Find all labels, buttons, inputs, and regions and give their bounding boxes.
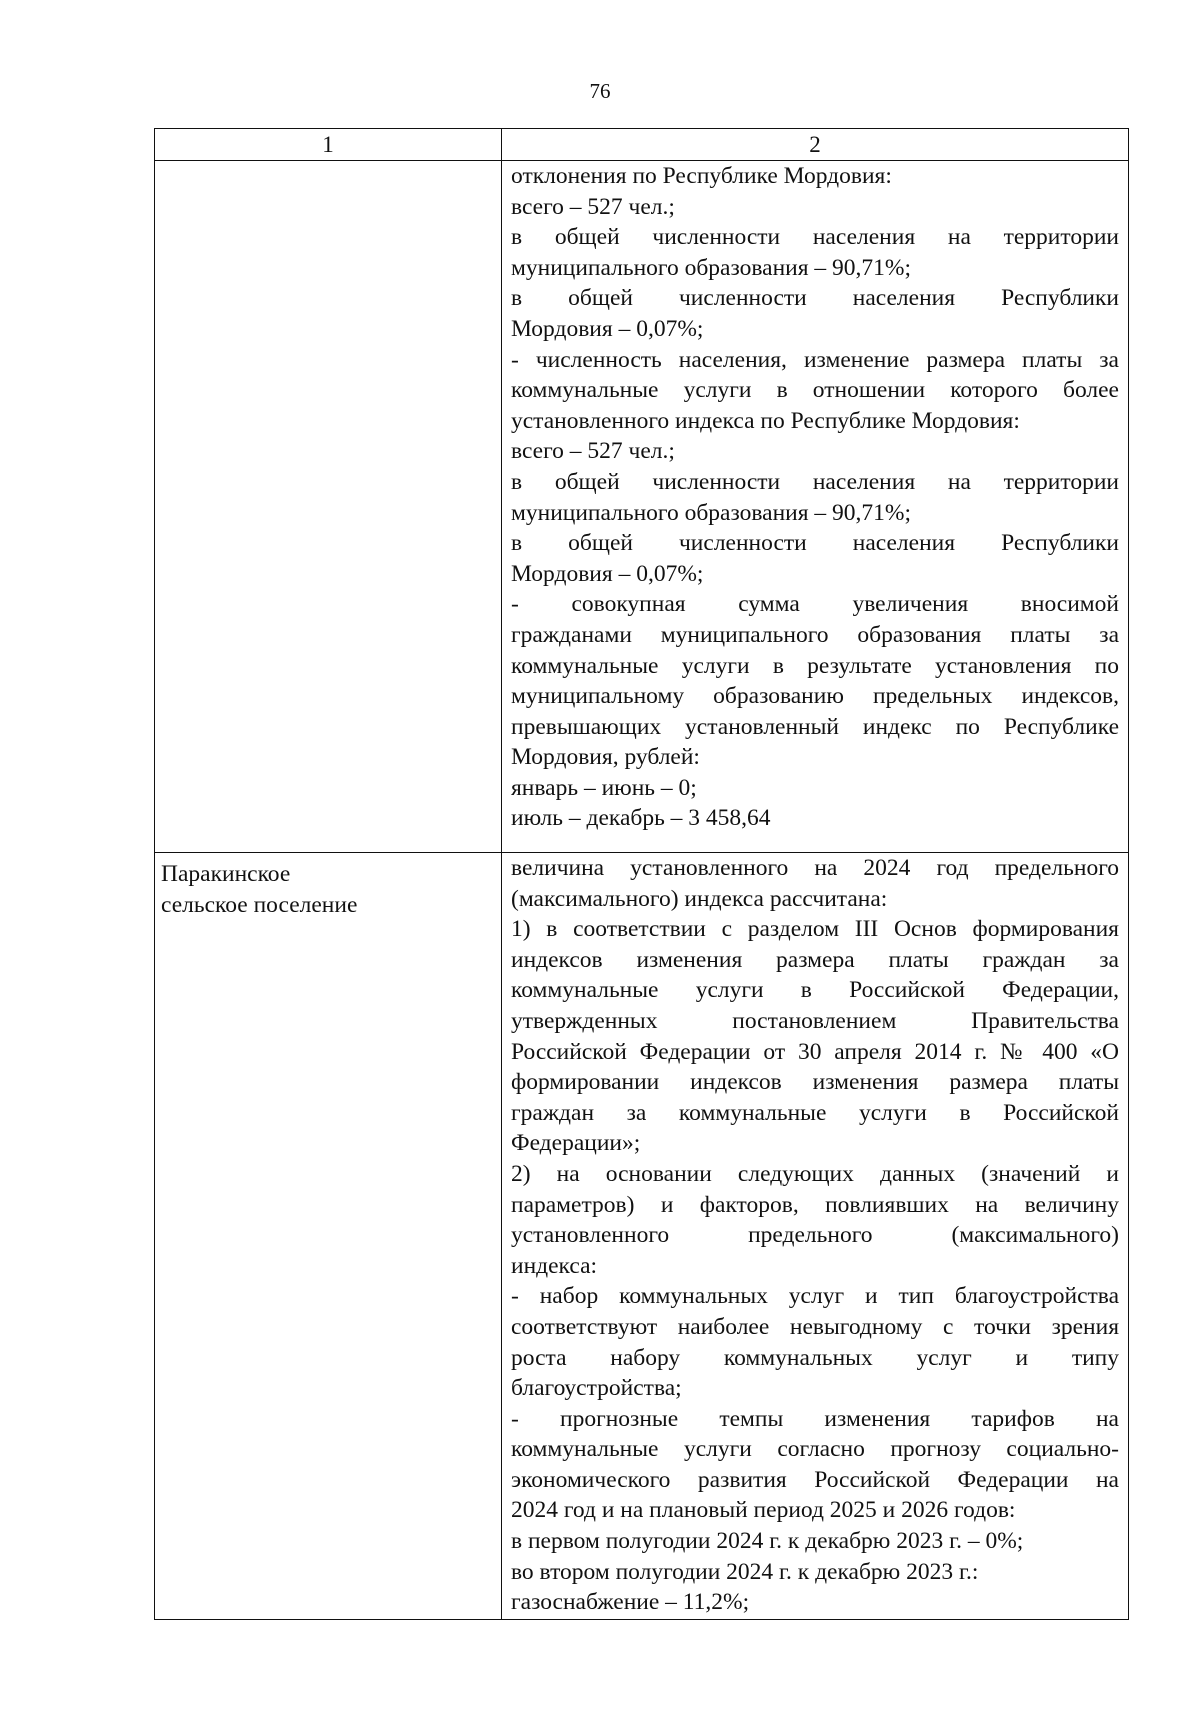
description-text-line: формировании индексов изменения размера платы bbox=[511, 1069, 1119, 1096]
table-row bbox=[155, 853, 1129, 1620]
description-text-line: январь – июнь – 0; bbox=[511, 774, 697, 801]
description-text-line: соответствуют наиболее невыгодному с точки зрения bbox=[511, 1313, 1119, 1340]
description-text-line: (максимального) индекса рассчитана: bbox=[511, 885, 888, 912]
description-text-line: муниципальному образованию предельных индексов, bbox=[511, 683, 1119, 710]
description-text-line: установленного предельного (максимального) bbox=[511, 1222, 1119, 1249]
description-text-line: 2) на основании следующих данных (значений и bbox=[511, 1160, 1119, 1187]
description-text-line: роста набору коммунальных услуг и типу bbox=[511, 1344, 1119, 1371]
row-1-municipality-cell bbox=[155, 161, 502, 853]
data-table bbox=[154, 128, 1129, 1620]
description-text-line: Мордовия – 0,07%; bbox=[511, 315, 704, 342]
description-text-line: в общей численности населения на территории bbox=[511, 468, 1119, 495]
column-header-1: 1 bbox=[155, 129, 502, 161]
description-text-line: муниципального образования – 90,71%; bbox=[511, 499, 912, 526]
description-text-line: всего – 527 чел.; bbox=[511, 438, 675, 465]
description-text-line: утвержденных постановлением Правительства bbox=[511, 1007, 1119, 1034]
description-text-line: всего – 527 чел.; bbox=[511, 193, 675, 220]
description-text-line: во втором полугодии 2024 г. к декабрю 2023 г.: bbox=[511, 1558, 979, 1585]
description-text-line: 2024 год и на плановый период 2025 и 2026 годов: bbox=[511, 1497, 1016, 1524]
description-text-line: параметров) и факторов, повлиявших на величину bbox=[511, 1191, 1119, 1218]
page-number: 76 bbox=[589, 79, 611, 103]
description-text-line: 1) в соответствии с разделом III Основ формирования bbox=[511, 916, 1119, 943]
description-text-line: величина установленного на 2024 год предельного bbox=[511, 855, 1119, 881]
description-text-line: граждан за коммунальные услуги в Российской bbox=[511, 1099, 1119, 1126]
municipality-name-line: Паракинское bbox=[161, 861, 291, 887]
description-text-line: июль – декабрь – 3 458,64 bbox=[511, 805, 771, 832]
row-1-description-cell bbox=[502, 161, 1129, 853]
description-text-line: в первом полугодии 2024 г. к декабрю 2023 г. – 0%; bbox=[511, 1528, 1024, 1555]
description-text-line: коммунальные услуги в отношении которого более bbox=[511, 377, 1119, 404]
description-text-line: индекса: bbox=[511, 1252, 598, 1279]
description-text-line: Мордовия, рублей: bbox=[511, 744, 700, 771]
description-text-line: в общей численности населения Республики bbox=[511, 285, 1119, 312]
table-row bbox=[155, 161, 1129, 853]
description-text-line: газоснабжение – 11,2%; bbox=[511, 1589, 750, 1616]
table-header-row bbox=[155, 129, 1129, 161]
description-text-line: коммунальные услуги в Российской Федерации, bbox=[511, 977, 1119, 1004]
description-text-line: - набор коммунальных услуг и тип благоустройства bbox=[511, 1283, 1119, 1310]
description-text-line: - численность населения, изменение размера платы за bbox=[511, 346, 1119, 373]
description-text-line: - прогнозные темпы изменения тарифов на bbox=[511, 1405, 1119, 1432]
municipality-name-line: сельское поселение bbox=[161, 891, 358, 918]
column-header-2: 2 bbox=[502, 129, 1129, 161]
description-text-line: экономического развития Российской Федерации на bbox=[511, 1466, 1119, 1493]
description-text-line: отклонения по Республике Мордовия: bbox=[511, 163, 892, 189]
description-text-line: муниципального образования – 90,71%; bbox=[511, 254, 912, 281]
description-text-line: благоустройства; bbox=[511, 1375, 682, 1402]
description-text-line: Федерации»; bbox=[511, 1130, 641, 1157]
description-text-line: Российской Федерации от 30 апреля 2014 г. № 400 «О bbox=[511, 1038, 1119, 1065]
description-text-line: коммунальные услуги в результате установления по bbox=[511, 652, 1119, 679]
description-text-line: установленного индекса по Республике Мордовия: bbox=[511, 407, 1020, 434]
description-text-line: в общей численности населения на территории bbox=[511, 224, 1119, 251]
row-2-description-cell bbox=[502, 853, 1129, 1620]
description-text-line: гражданами муниципального образования платы за bbox=[511, 621, 1119, 648]
row-2-municipality-cell bbox=[155, 853, 502, 1620]
description-text-line: Мордовия – 0,07%; bbox=[511, 560, 704, 587]
description-text-line: коммунальные услуги согласно прогнозу социально- bbox=[511, 1436, 1119, 1463]
description-text-line: индексов изменения размера платы граждан за bbox=[511, 946, 1119, 973]
description-text-line: - совокупная сумма увеличения вносимой bbox=[511, 591, 1119, 618]
description-text-line: в общей численности населения Республики bbox=[511, 530, 1119, 557]
description-text-line: превышающих установленный индекс по Республике bbox=[511, 713, 1119, 740]
